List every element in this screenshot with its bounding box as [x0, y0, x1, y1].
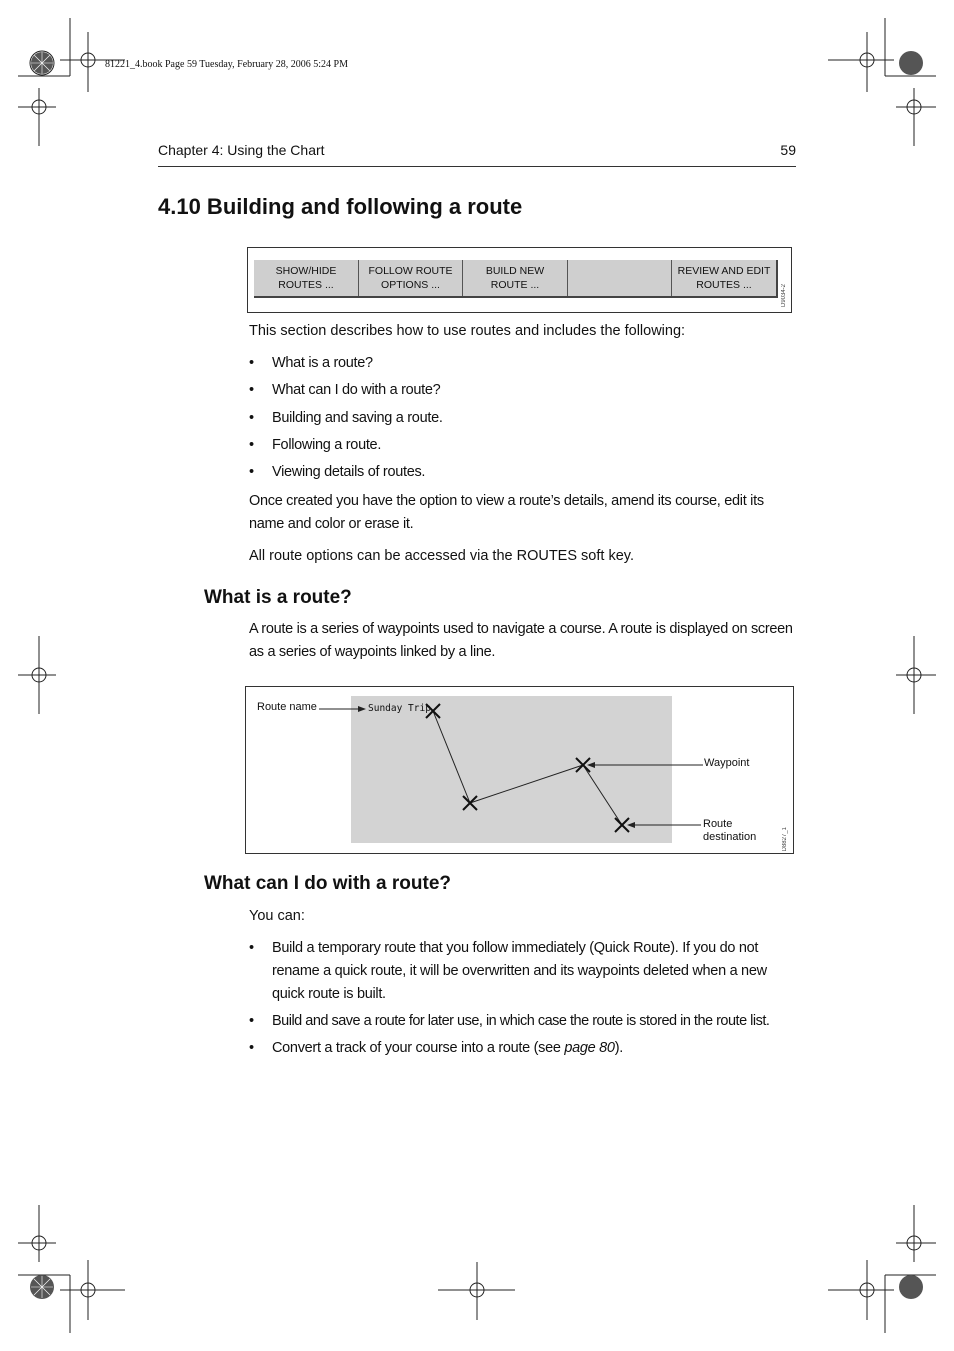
- intro-paragraph: This section describes how to use routes and includes the following:: [249, 323, 686, 339]
- softkey-label: SHOW/HIDE: [275, 265, 337, 277]
- list-item-text: Following a route.: [272, 437, 382, 453]
- list-item-text: Build a temporary route that you follow immediately (Quick Route). If you do not rename a quick route, it will be overwritten and its waypoints deleted when a new quick route is built.: [272, 940, 767, 1002]
- heading-what-is-a-route: What is a route?: [204, 587, 352, 608]
- running-header: [158, 142, 796, 167]
- route-leg: [433, 711, 470, 803]
- route-name-value: Sunday Trip: [368, 703, 431, 714]
- route-name-label: Route name: [257, 701, 317, 713]
- page-number: 59: [780, 142, 796, 158]
- route-leg: [470, 765, 583, 803]
- softkey-follow-route-options: [359, 260, 463, 296]
- list-item-text: Building and saving a route.: [272, 410, 443, 426]
- figure-code: D8827_1: [782, 827, 788, 852]
- destination-label-line: destination: [703, 831, 757, 843]
- softkey-bar-figure: [247, 247, 792, 313]
- softkey-label: FOLLOW ROUTE: [368, 265, 453, 277]
- chapter-title: Chapter 4: Using the Chart: [158, 142, 325, 158]
- destination-label-line: Route: [703, 818, 733, 830]
- softkey-label: REVIEW AND EDIT: [677, 265, 771, 277]
- access-paragraph: All route options can be accessed via the ROUTES soft key.: [249, 548, 634, 564]
- softkey-label: ROUTES ...: [696, 279, 752, 291]
- page-reference-link[interactable]: page 80: [564, 1040, 615, 1056]
- softkey-review-edit-routes: [672, 260, 776, 296]
- list-item-text: What can I do with a route?: [272, 382, 441, 398]
- list-item-prefix: Convert a track of your course into a route (see: [272, 1040, 565, 1056]
- softkey-blank: [568, 260, 672, 296]
- section-title: 4.10 Building and following a route: [158, 194, 523, 219]
- softkey-label: OPTIONS ...: [381, 279, 440, 291]
- waypoint-label: Waypoint: [704, 757, 750, 769]
- route-diagram: [245, 686, 794, 854]
- route-definition-paragraph: A route is a series of waypoints used to navigate a course. A route is displayed on screen as a series of waypoints linked by a line.: [249, 621, 793, 660]
- list-item-text: Viewing details of routes.: [272, 464, 426, 480]
- options-paragraph: Once created you have the option to view a route’s details, amend its course, edit its name and color or erase it.: [249, 493, 764, 532]
- list-item-text: [272, 1037, 797, 1060]
- heading-what-can-i-do: What can I do with a route?: [204, 873, 451, 894]
- figure-code: D9034-2: [781, 284, 787, 308]
- route-destination-label: [703, 818, 756, 844]
- print-slug: 81221_4.book Page 59 Tuesday, February 28, 2006 5:24 PM: [105, 59, 348, 70]
- softkey-show-hide-routes: [254, 260, 359, 296]
- list-item-suffix: ).: [614, 1040, 623, 1056]
- softkey-label: ROUTES ...: [278, 279, 334, 291]
- waypoint-marker: [463, 796, 477, 810]
- list-item-text: Build and save a route for later use, in which case the route is stored in the route list.: [272, 1013, 770, 1029]
- softkey-build-new-route: [463, 260, 568, 296]
- route-leg: [583, 765, 622, 825]
- route-destination-marker: [615, 818, 629, 832]
- softkey-label: BUILD NEW: [485, 265, 545, 277]
- softkey-label: ROUTE ...: [490, 279, 540, 291]
- softkey-bar: [254, 260, 778, 298]
- list-item-text: What is a route?: [272, 355, 373, 371]
- you-can-paragraph: You can:: [249, 908, 305, 924]
